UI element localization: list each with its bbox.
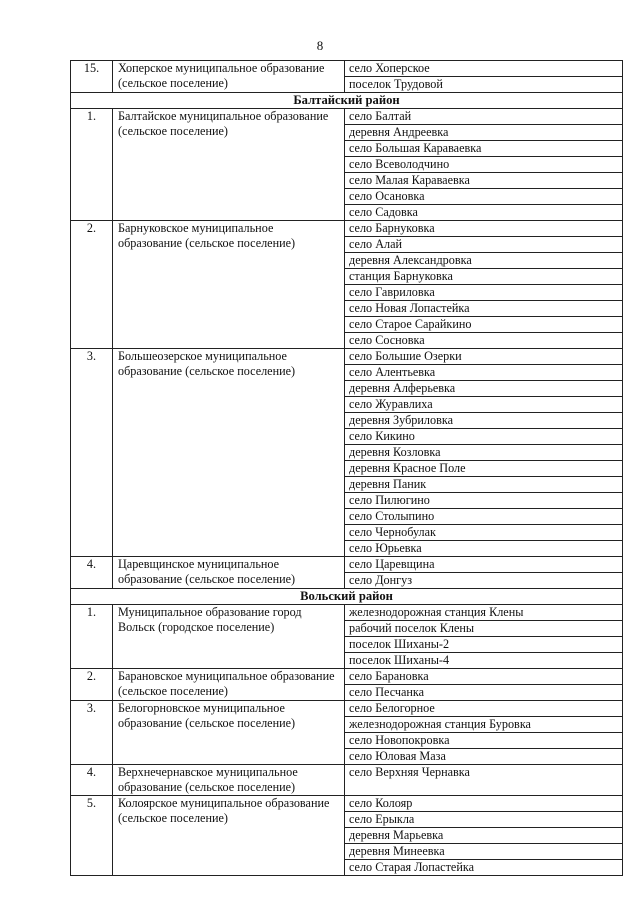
- table-row: [71, 221, 623, 237]
- locality-cell: село Балтай: [345, 109, 623, 125]
- locality-cell: село Новопокровка: [345, 733, 623, 749]
- locality-cell: деревня Алферьевка: [345, 381, 623, 397]
- locality-cell: село Белогорное: [345, 701, 623, 717]
- locality-cell: село Журавлиха: [345, 397, 623, 413]
- municipality-name: Муниципальное образование город Вольск (городское поселение): [113, 605, 345, 669]
- locality-cell: село Ерыкла: [345, 812, 623, 828]
- locality-cell: деревня Александровка: [345, 253, 623, 269]
- entry-number: 15.: [71, 61, 113, 93]
- locality-cell: село Барнуковка: [345, 221, 623, 237]
- page-number: 8: [316, 38, 324, 53]
- table-row: [71, 701, 623, 717]
- locality-cell: деревня Минеевка: [345, 844, 623, 860]
- locality-cell: село Донгуз: [345, 573, 623, 589]
- district-name: Вольский район: [71, 589, 623, 605]
- district-name: Балтайский район: [71, 93, 623, 109]
- table-row: [71, 349, 623, 365]
- municipalities-table-body: [71, 61, 623, 876]
- table-row: [71, 605, 623, 621]
- entry-number: 1.: [71, 605, 113, 669]
- district-header-row: [71, 589, 623, 605]
- table-row: [71, 796, 623, 812]
- locality-cell: село Песчанка: [345, 685, 623, 701]
- municipality-name: Барнуковское муниципальное образование (сельское поселение): [113, 221, 345, 349]
- locality-cell: деревня Паник: [345, 477, 623, 493]
- locality-cell: село Всеволодчино: [345, 157, 623, 173]
- locality-cell: рабочий поселок Клены: [345, 621, 623, 637]
- locality-cell: село Хоперское: [345, 61, 623, 77]
- municipality-name: Белогорновское муниципальное образование (сельское поселение): [113, 701, 345, 765]
- entry-number: 3.: [71, 701, 113, 765]
- locality-cell: деревня Андреевка: [345, 125, 623, 141]
- locality-cell: деревня Зубриловка: [345, 413, 623, 429]
- locality-cell: село Чернобулак: [345, 525, 623, 541]
- municipality-name: Большеозерское муниципальное образование (сельское поселение): [113, 349, 345, 557]
- entry-number: 5.: [71, 796, 113, 876]
- locality-cell: село Большие Озерки: [345, 349, 623, 365]
- locality-cell: село Кикино: [345, 429, 623, 445]
- municipality-name: Верхнечернавское муниципальное образование (сельское поселение): [113, 765, 345, 796]
- locality-cell: село Юловая Маза: [345, 749, 623, 765]
- locality-cell: село Столыпино: [345, 509, 623, 525]
- locality-cell: село Сосновка: [345, 333, 623, 349]
- entry-number: 4.: [71, 765, 113, 796]
- entry-number: 2.: [71, 221, 113, 349]
- locality-cell: деревня Марьевка: [345, 828, 623, 844]
- locality-cell: село Колояр: [345, 796, 623, 812]
- locality-cell: село Юрьевка: [345, 541, 623, 557]
- locality-cell: железнодорожная станция Клены: [345, 605, 623, 621]
- locality-cell: село Барановка: [345, 669, 623, 685]
- locality-cell: поселок Шиханы-2: [345, 637, 623, 653]
- table-row: [71, 669, 623, 685]
- locality-cell: поселок Трудовой: [345, 77, 623, 93]
- entry-number: 3.: [71, 349, 113, 557]
- locality-cell: село Садовка: [345, 205, 623, 221]
- municipality-name: Балтайское муниципальное образование (сельское поселение): [113, 109, 345, 221]
- entry-number: 2.: [71, 669, 113, 701]
- municipality-name: Хоперское муниципальное образование (сельское поселение): [113, 61, 345, 93]
- municipalities-table: [70, 60, 623, 876]
- locality-cell: село Гавриловка: [345, 285, 623, 301]
- municipality-name: Царевщинское муниципальное образование (сельское поселение): [113, 557, 345, 589]
- entry-number: 4.: [71, 557, 113, 589]
- locality-cell: деревня Козловка: [345, 445, 623, 461]
- locality-cell: село Новая Лопастейка: [345, 301, 623, 317]
- district-header-row: [71, 93, 623, 109]
- locality-cell: село Алай: [345, 237, 623, 253]
- locality-cell: село Большая Караваевка: [345, 141, 623, 157]
- locality-cell: железнодорожная станция Буровка: [345, 717, 623, 733]
- locality-cell: село Старая Лопастейка: [345, 860, 623, 876]
- locality-cell: село Верхняя Чернавка: [345, 765, 623, 796]
- locality-cell: село Старое Сарайкино: [345, 317, 623, 333]
- locality-cell: станция Барнуковка: [345, 269, 623, 285]
- locality-cell: село Царевщина: [345, 557, 623, 573]
- locality-cell: село Пилюгино: [345, 493, 623, 509]
- locality-cell: село Малая Караваевка: [345, 173, 623, 189]
- locality-cell: деревня Красное Поле: [345, 461, 623, 477]
- table-row: [71, 61, 623, 77]
- municipality-name: Барановское муниципальное образование (сельское поселение): [113, 669, 345, 701]
- locality-cell: село Осановка: [345, 189, 623, 205]
- locality-cell: поселок Шиханы-4: [345, 653, 623, 669]
- entry-number: 1.: [71, 109, 113, 221]
- table-row: [71, 109, 623, 125]
- municipality-name: Колоярское муниципальное образование (сельское поселение): [113, 796, 345, 876]
- locality-cell: село Алентьевка: [345, 365, 623, 381]
- table-row: [71, 557, 623, 573]
- table-row: [71, 765, 623, 796]
